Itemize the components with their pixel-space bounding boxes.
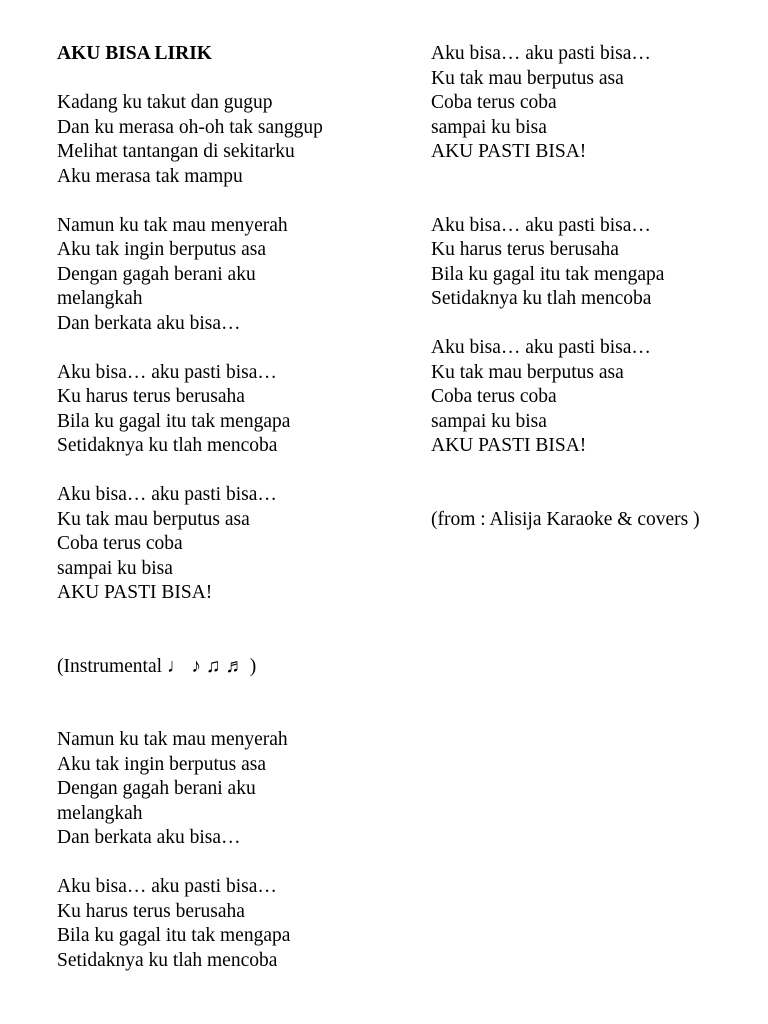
lyric-line: Aku tak ingin berputus asa <box>57 753 267 775</box>
verse-1 <box>57 91 417 189</box>
lyric-line: melangkah <box>57 288 143 309</box>
lyric-line: Dengan gagah berani aku <box>57 263 256 285</box>
verse-r2 <box>431 214 766 312</box>
lyric-line: Kadang ku takut dan gugup <box>57 92 273 113</box>
lyric-line: Dan berkata aku bisa… <box>57 312 241 334</box>
verse-3 <box>57 361 417 459</box>
verse-r1 <box>431 42 766 165</box>
lyric-line: Setidaknya ku tlah mencoba <box>57 949 278 971</box>
lyric-line: Bila ku gagal itu tak mengapa <box>57 925 291 946</box>
lyric-line: Aku bisa… aku pasti bisa… <box>431 337 651 358</box>
lyric-line: AKU PASTI BISA! <box>431 141 587 162</box>
spacer <box>57 336 417 361</box>
lyric-line: Coba terus coba <box>431 92 557 113</box>
spacer <box>431 165 766 214</box>
lyric-line: Dengan gagah berani aku <box>57 778 256 799</box>
lyric-line: Aku bisa… aku pasti bisa… <box>431 214 651 236</box>
right-column <box>431 42 766 532</box>
lyric-line: Namun ku tak mau menyerah <box>57 729 288 750</box>
verse-5 <box>57 728 417 851</box>
lyric-line: Coba terus coba <box>57 533 183 554</box>
verse-6 <box>57 875 417 973</box>
instrumental-note: (Instrumental ♩ ♪ ♫ ♬ ) <box>57 655 257 677</box>
spacer <box>57 606 417 655</box>
lyric-line: Setidaknya ku tlah mencoba <box>431 288 652 309</box>
lyric-line: Aku bisa… aku pasti bisa… <box>431 43 651 64</box>
lyric-line: AKU PASTI BISA! <box>431 435 587 456</box>
lyric-line: Ku tak mau berputus asa <box>57 508 250 530</box>
spacer <box>431 312 766 337</box>
lyric-line: sampai ku bisa <box>57 557 173 579</box>
lyric-line: Ku tak mau berputus asa <box>431 361 624 383</box>
lyric-line: Aku bisa… aku pasti bisa… <box>57 876 277 897</box>
document-title: AKU BISA LIRIK <box>57 43 212 64</box>
lyric-line: Ku tak mau berputus asa <box>431 67 624 89</box>
spacer <box>431 483 766 508</box>
verse-r3 <box>431 336 766 459</box>
spacer <box>57 189 417 214</box>
verse-4 <box>57 483 417 606</box>
lyric-line: Ku harus terus berusaha <box>57 900 245 922</box>
lyric-line: Ku harus terus berusaha <box>431 239 619 260</box>
spacer <box>57 67 417 92</box>
lyric-line: Aku tak ingin berputus asa <box>57 239 267 260</box>
lyric-line: Bila ku gagal itu tak mengapa <box>57 410 291 432</box>
spacer <box>57 679 417 728</box>
lyric-line: Coba terus coba <box>431 386 557 407</box>
lyric-line: Setidaknya ku tlah mencoba <box>57 435 278 456</box>
spacer <box>431 459 766 484</box>
lyric-line: Ku harus terus berusaha <box>57 386 245 407</box>
lyric-line: Bila ku gagal itu tak mengapa <box>431 263 665 285</box>
lyric-line: sampai ku bisa <box>431 410 547 432</box>
lyric-line: Namun ku tak mau menyerah <box>57 214 288 236</box>
source-credit: (from : Alisija Karaoke & covers ) <box>431 508 700 530</box>
lyric-line: Dan berkata aku bisa… <box>57 827 241 848</box>
lyric-line: Aku bisa… aku pasti bisa… <box>57 361 277 383</box>
spacer <box>57 851 417 876</box>
lyric-line: Melihat tantangan di sekitarku <box>57 141 295 162</box>
left-column <box>57 42 417 973</box>
lyric-line: melangkah <box>57 802 143 824</box>
spacer <box>57 459 417 484</box>
lyric-line: AKU PASTI BISA! <box>57 582 213 603</box>
lyric-line: sampai ku bisa <box>431 116 547 138</box>
lyric-line: Dan ku merasa oh-oh tak sanggup <box>57 116 323 138</box>
verse-2 <box>57 214 417 337</box>
lyric-line: Aku bisa… aku pasti bisa… <box>57 484 277 505</box>
lyric-line: Aku merasa tak mampu <box>57 165 243 187</box>
